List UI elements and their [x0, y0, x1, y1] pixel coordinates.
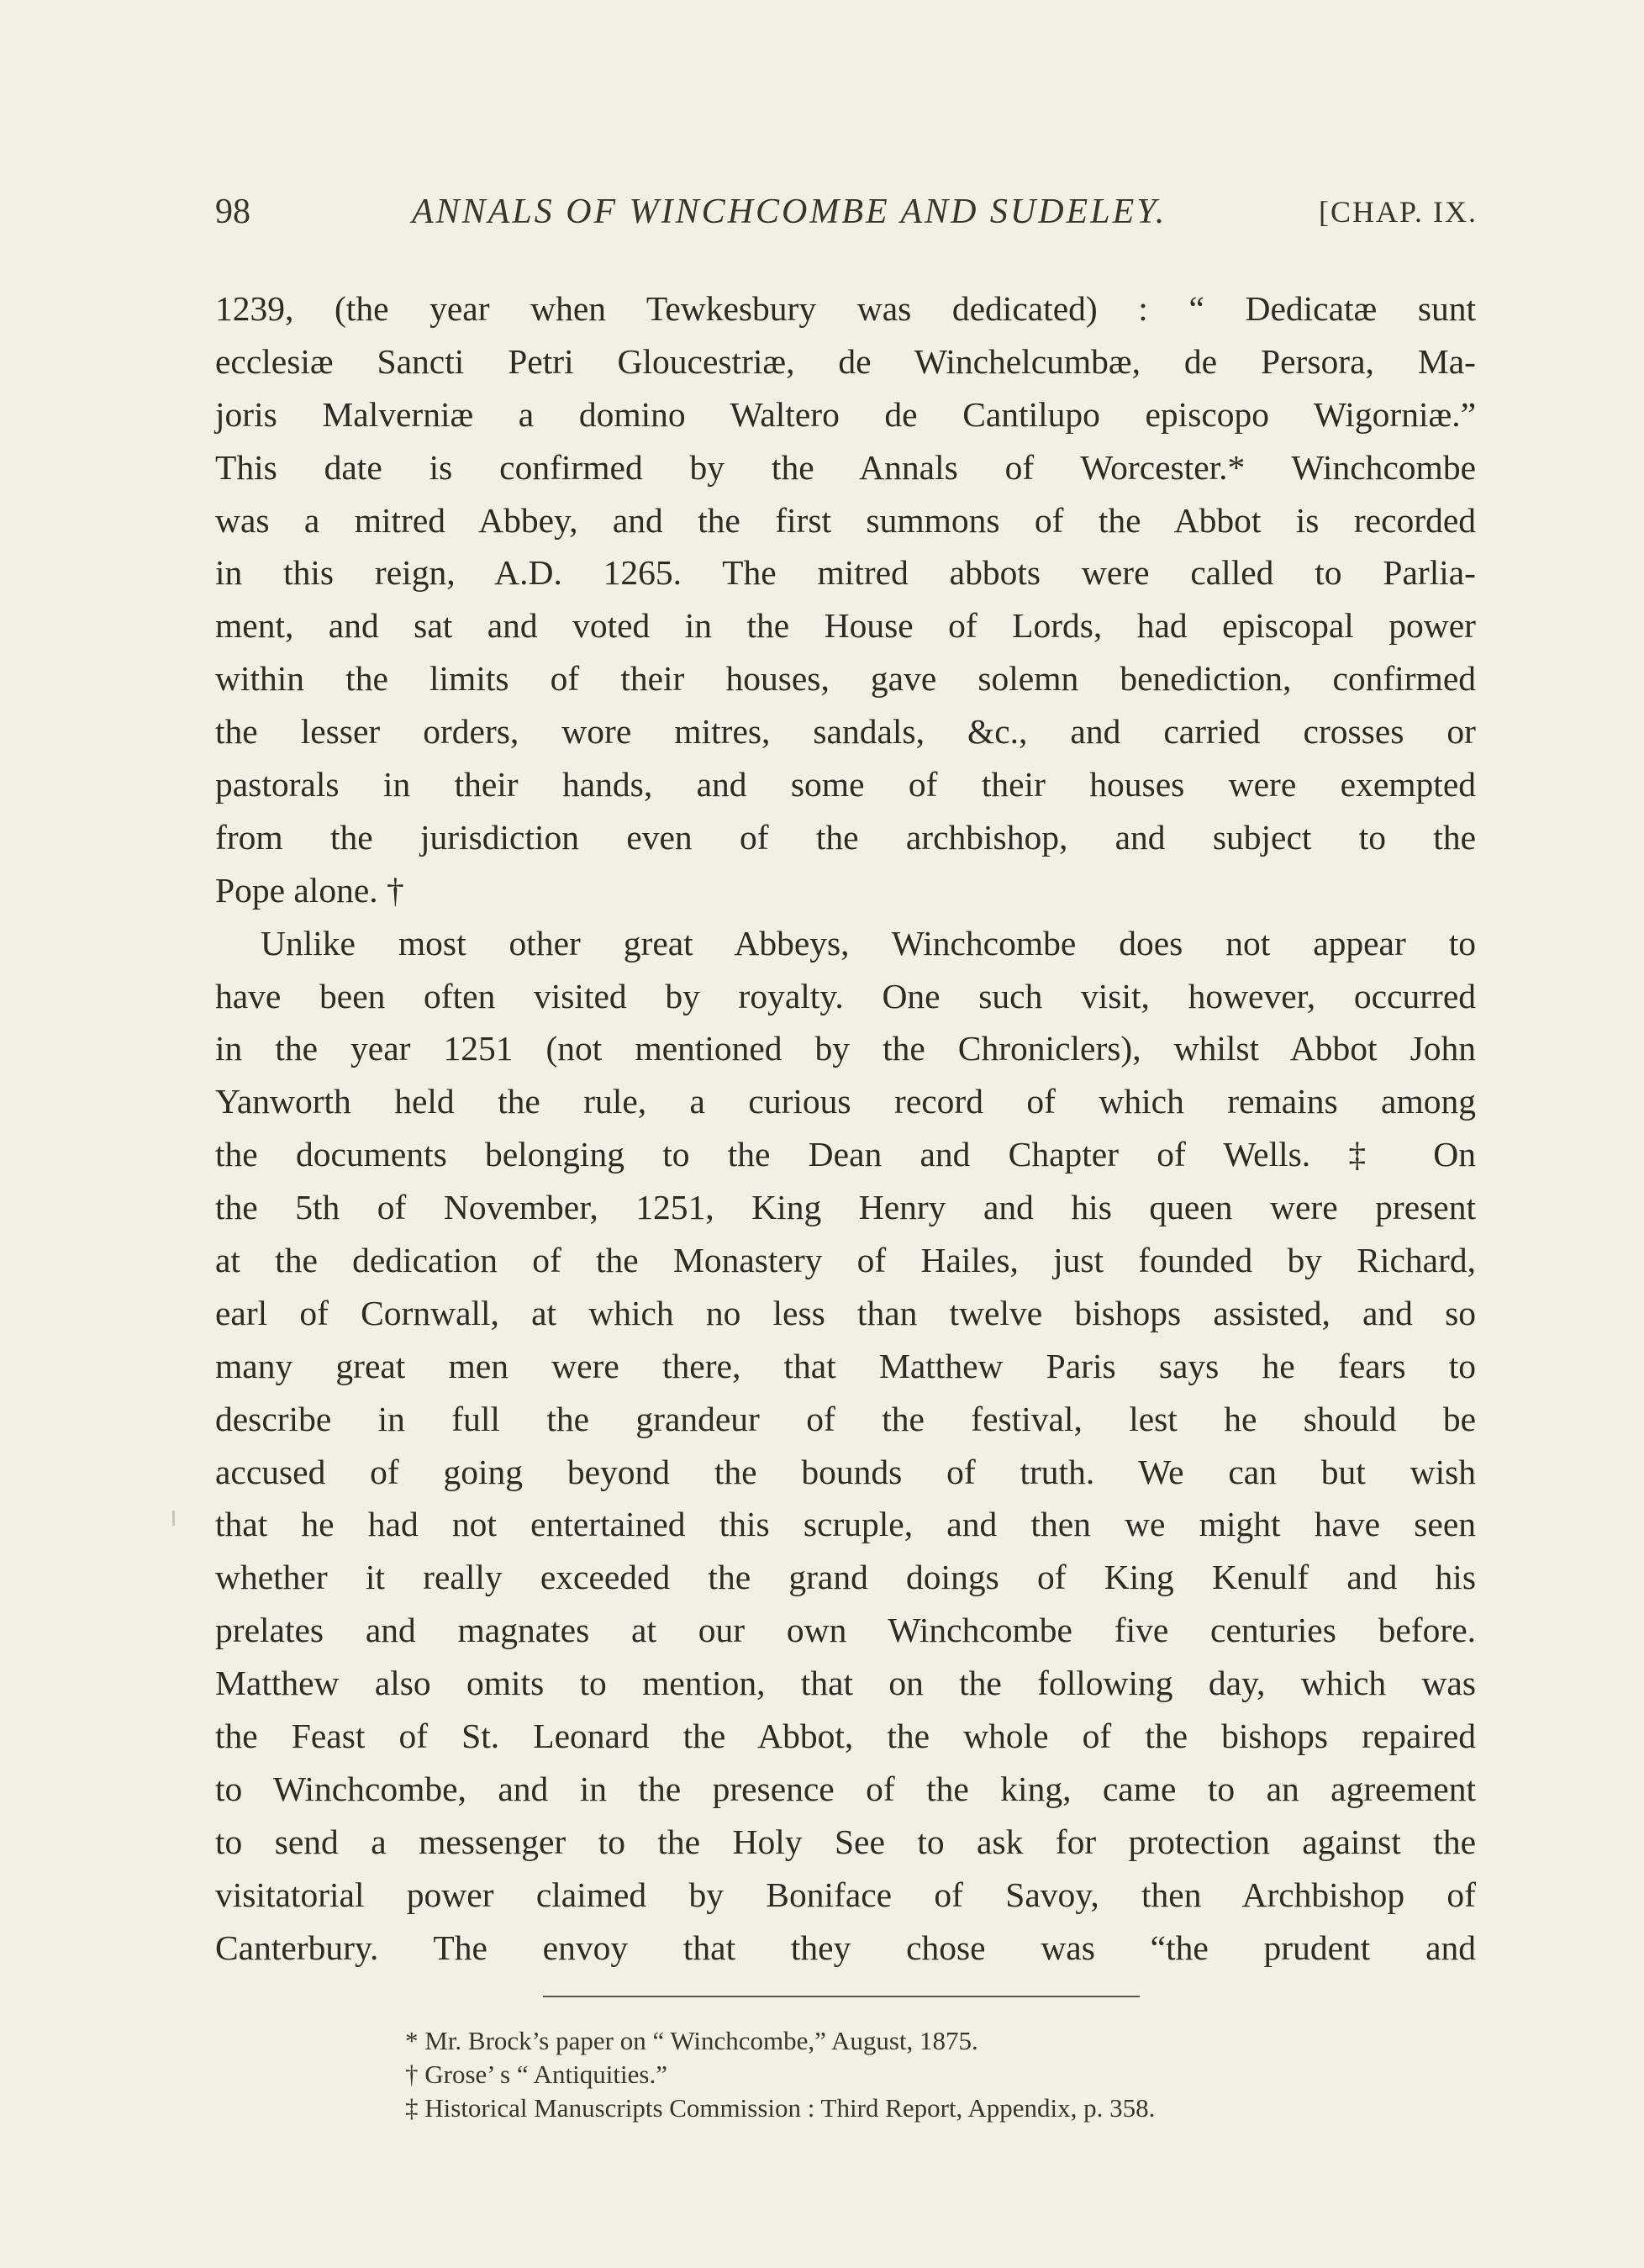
text-line: at the dedication of the Monastery of Hailes, just founded by Richard,: [215, 1241, 1476, 1280]
text-line: Unlike most other great Abbeys, Winchcombe does not appear to: [261, 923, 1476, 963]
margin-mark: [172, 1511, 175, 1526]
text-line: prelates and magnates at our own Winchcombe five centuries before.: [215, 1611, 1476, 1650]
text-line: describe in full the grandeur of the festival, lest he should be: [215, 1399, 1476, 1438]
text-line: Canterbury. The envoy that they chose was “the prudent and: [215, 1928, 1476, 1967]
text-line: earl of Cornwall, at which no less than twelve bishops assisted, and so: [215, 1293, 1476, 1332]
text-line: ment, and sat and voted in the House of Lords, had episcopal power: [215, 606, 1476, 646]
text-line: the Feast of St. Leonard the Abbot, the whole of the bishops repaired: [215, 1717, 1476, 1756]
text-line: whether it really exceeded the grand doings of King Kenulf and his: [215, 1558, 1476, 1597]
text-line: the documents belonging to the Dean and Chapter of Wells. ‡ On: [215, 1135, 1476, 1174]
text-line: many great men were there, that Matthew Paris says he fears to: [215, 1346, 1476, 1385]
footnote: * Mr. Brock’s paper on “ Winchcombe,” August, 1875.: [405, 2026, 978, 2055]
text-line: Pope alone. †: [215, 870, 404, 910]
footnote: ‡ Historical Manuscripts Commission : Third Report, Appendix, p. 358.: [405, 2093, 1156, 2123]
footnotes: [405, 2024, 1330, 2125]
running-head: [215, 187, 1478, 237]
body-text: [215, 282, 1476, 1975]
footnote-divider: [543, 1996, 1140, 1997]
text-line: ecclesiæ Sancti Petri Gloucestriæ, de Winchelcumbæ, de Persora, Ma-: [215, 341, 1476, 381]
footnote: † Grose’ s “ Antiquities.”: [405, 2060, 667, 2089]
text-line: from the jurisdiction even of the archbishop, and subject to the: [215, 817, 1476, 857]
text-line: 1239, (the year when Tewkesbury was dedicated) : “ Dedicatæ sunt: [215, 289, 1476, 328]
text-line: in the year 1251 (not mentioned by the Chroniclers), whilst Abbot John: [215, 1029, 1476, 1068]
text-line: to send a messenger to the Holy See to ask for protection against the: [215, 1822, 1476, 1861]
text-line: have been often visited by royalty. One such visit, however, occurred: [215, 976, 1476, 1015]
chapter-label: [CHAP. IX.: [1318, 195, 1478, 229]
text-line: to Winchcombe, and in the presence of the king, came to an agreement: [215, 1769, 1476, 1808]
text-line: in this reign, A.D. 1265. The mitred abbots were called to Parlia-: [215, 553, 1476, 593]
text-line: was a mitred Abbey, and the first summons of the Abbot is recorded: [215, 500, 1476, 540]
text-line: pastorals in their hands, and some of their houses were exempted: [215, 765, 1476, 804]
text-line: the lesser orders, wore mitres, sandals, &c., and carried crosses or: [215, 712, 1476, 752]
text-line: This date is confirmed by the Annals of Worcester.* Winchcombe: [215, 447, 1476, 487]
text-line: visitatorial power claimed by Boniface of Savoy, then Archbishop of: [215, 1875, 1476, 1914]
text-line: Matthew also omits to mention, that on the following day, which was: [215, 1664, 1476, 1703]
page-number: 98: [215, 193, 250, 231]
text-line: within the limits of their houses, gave solemn benediction, confirmed: [215, 659, 1476, 699]
running-title: ANNALS OF WINCHCOMBE AND SUDELEY.: [412, 193, 1167, 231]
text-line: that he had not entertained this scruple, and then we might have seen: [215, 1505, 1476, 1544]
text-line: joris Malverniæ a domino Waltero de Cantilupo episcopo Wigorniæ.”: [215, 394, 1476, 434]
text-line: accused of going beyond the bounds of truth. We can but wish: [215, 1452, 1476, 1491]
text-line: the 5th of November, 1251, King Henry and his queen were present: [215, 1188, 1476, 1227]
text-line: Yanworth held the rule, a curious record of which remains among: [215, 1082, 1476, 1121]
